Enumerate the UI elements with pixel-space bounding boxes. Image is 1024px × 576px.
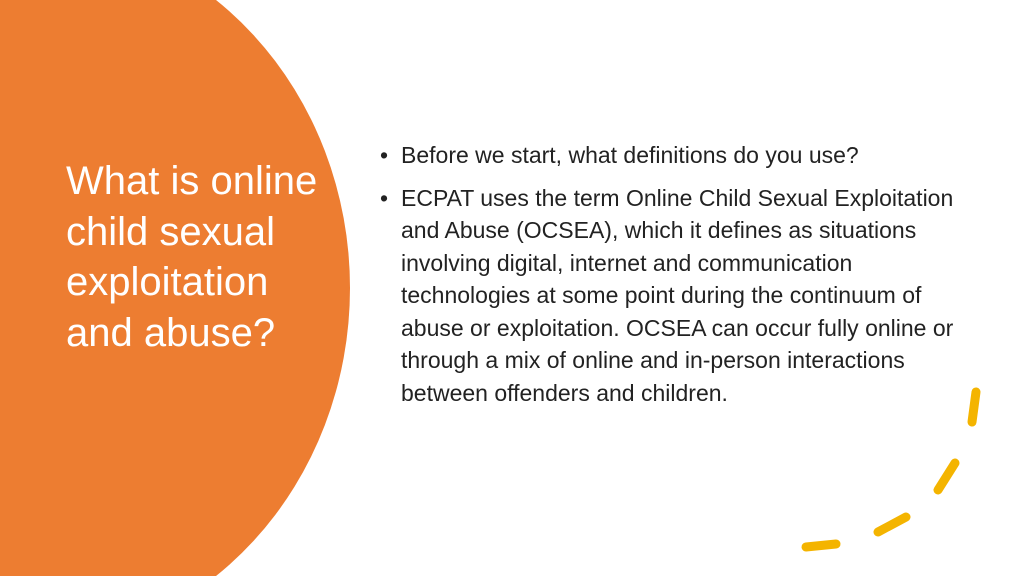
dash-segment xyxy=(806,544,836,547)
bullet-text: Before we start, what definitions do you use? xyxy=(401,142,859,168)
bullet-glyph: • xyxy=(380,184,389,211)
slide-title: What is online child sexual exploitation and abuse? xyxy=(66,159,318,355)
bullet-glyph: • xyxy=(380,142,389,168)
dash-segment xyxy=(938,463,955,490)
bullet-text: ECPAT uses the term Online Child Sexual Exploitation and Abuse (OCSEA), which it defines as situations involving digital, internet and communication technologies at some point during the continuum of abuse or exploitation. OCSEA can occur fully online or through a mix of online and in-person interactions between offenders and children. xyxy=(401,184,954,406)
dash-segment xyxy=(972,392,976,422)
dash-segment xyxy=(878,517,906,532)
